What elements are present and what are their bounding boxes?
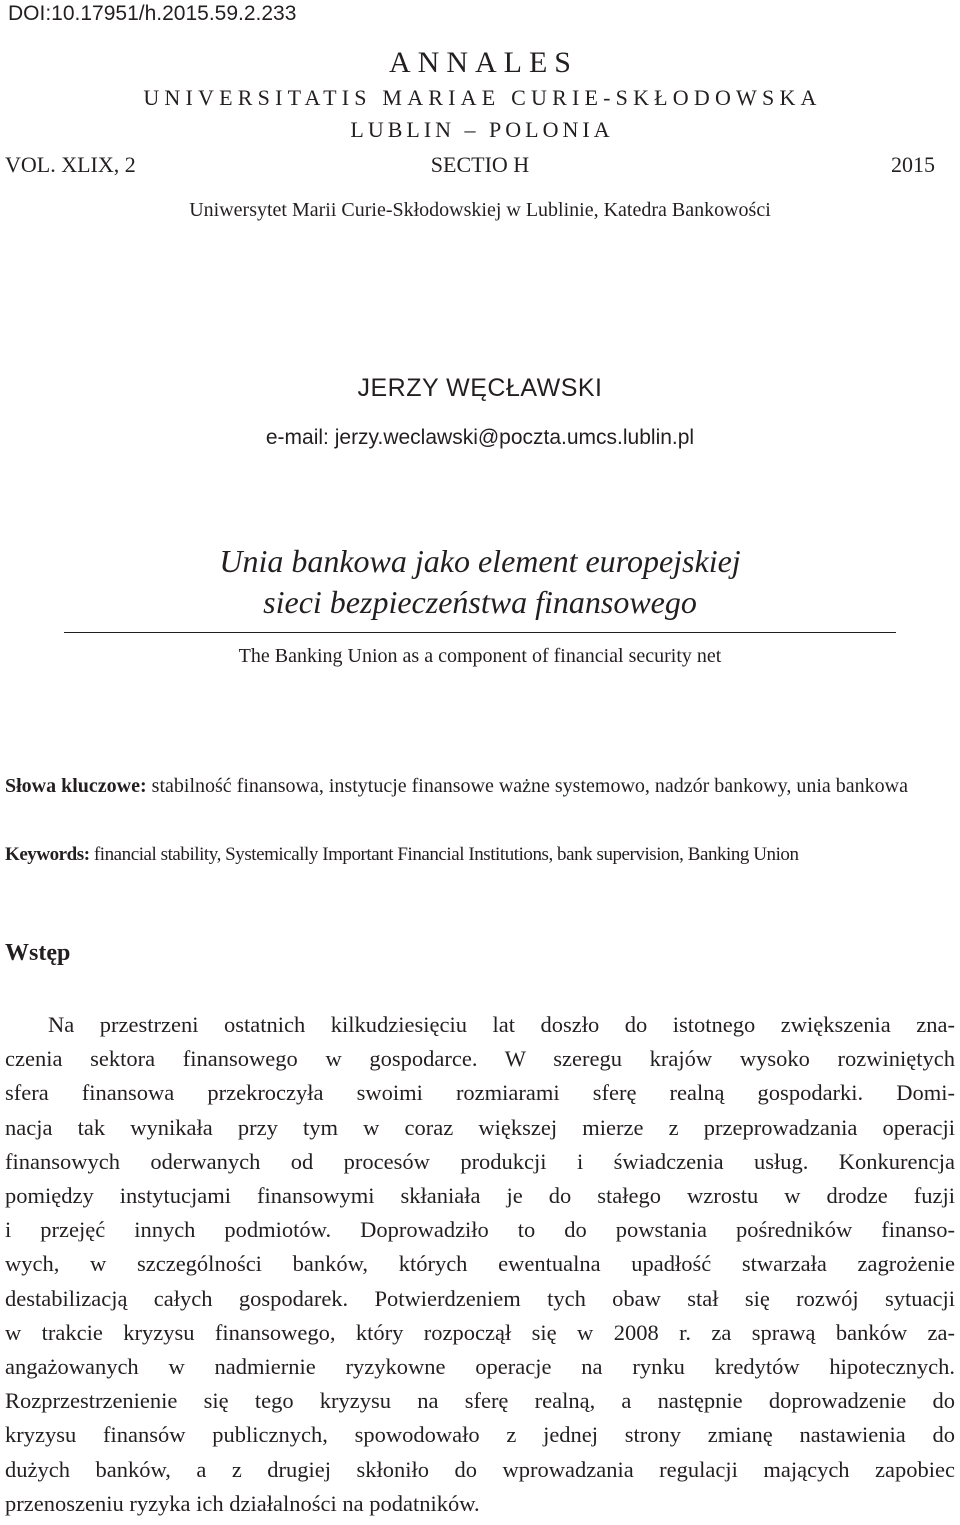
paragraph-line: Rozprzestrzenienie się tego kryzysu na sferę realną, a następnie doprowadzenie do <box>5 1388 955 1414</box>
paragraph-line: i przejęć innych podmiotów. Doprowadziło to do powstania pośredników finanso- <box>5 1217 955 1243</box>
section-heading: Wstęp <box>5 940 71 966</box>
paragraph-line: angażowanych w nadmiernie ryzykowne operacje na rynku kredytów hipotecznych. <box>5 1354 955 1380</box>
paragraph-line: pomiędzy instytucjami finansowymi skłaniała je do stałego wzrostu w drodze fuzji <box>5 1183 955 1209</box>
keywords-polish <box>5 770 955 802</box>
doi: DOI:10.17951/h.2015.59.2.233 <box>8 2 297 25</box>
paragraph-line: dużych banków, a z drugiej skłoniło do wprowadzania regulacji mających zapobiec <box>5 1456 955 1482</box>
author-email: e-mail: jerzy.weclawski@poczta.umcs.lublin.pl <box>265 426 695 449</box>
affiliation: Uniwersytet Marii Curie-Skłodowskiej w Lublinie, Katedra Bankowości <box>189 199 771 221</box>
paragraph-line: przenoszeniu ryzyka ich działalności na podatników. <box>5 1490 480 1516</box>
keywords-polish-label: Słowa kluczowe: <box>5 775 147 797</box>
paragraph-line: czenia sektora finansowego w gospodarce. W szeregu krajów wysoko rozwiniętych <box>5 1046 955 1072</box>
paragraph-line: wych, w szczególności banków, których ewentualna upadłość stwarzała zagrożenie <box>5 1251 955 1277</box>
body-paragraph <box>5 1008 955 1521</box>
journal-city: LUBLIN – POLONIA <box>350 117 614 142</box>
keywords-english-label: Keywords: <box>5 844 90 865</box>
sectio-label: SECTIO H <box>430 152 530 177</box>
author-name: JERZY WĘCŁAWSKI <box>357 374 603 402</box>
keywords-english <box>5 844 799 866</box>
university-name: UNIVERSITATIS MARIAE CURIE-SKŁODOWSKA <box>143 85 822 110</box>
publication-year: 2015 <box>891 152 935 177</box>
paragraph-line: sfera finansowa przekroczyła swoimi rozmiarami sferę realną gospodarki. Domi- <box>5 1080 955 1106</box>
keywords-english-text: financial stability, Systemically Important Financial Institutions, bank supervision, Banking Union <box>93 844 799 865</box>
journal-title: ANNALES <box>389 46 578 79</box>
paragraph-line: w trakcie kryzysu finansowego, który rozpoczął się w 2008 r. za sprawą banków za- <box>5 1319 955 1345</box>
paragraph-line: kryzysu finansów publicznych, spowodowało z jednej strony zmianę nastawienia do <box>5 1422 955 1448</box>
article-title-line-2: sieci bezpieczeństwa finansowego <box>263 584 697 620</box>
title-divider <box>64 632 896 633</box>
english-title: The Banking Union as a component of financial security net <box>238 645 722 667</box>
paragraph-line: finansowych oderwanych od procesów produkcji i świadczenia usług. Konkurencja <box>5 1148 955 1174</box>
paragraph-line: destabilizacją całych gospodarek. Potwierdzeniem tych obaw stał się rozwój sytuacji <box>5 1285 955 1311</box>
keywords-polish-text: stabilność finansowa, instytucje finansowe ważne systemowo, nadzór bankowy, unia bankowa <box>151 775 908 797</box>
paragraph-line: Na przestrzeni ostatnich kilkudziesięciu lat doszło do istotnego zwiększenia zna- <box>48 1012 955 1037</box>
article-title-line-1: Unia bankowa jako element europejskiej <box>219 543 741 579</box>
volume-number: VOL. XLIX, 2 <box>5 152 136 177</box>
paragraph-line: nacja tak wynikała przy tym w coraz większej mierze z przeprowadzania operacji <box>5 1114 955 1140</box>
